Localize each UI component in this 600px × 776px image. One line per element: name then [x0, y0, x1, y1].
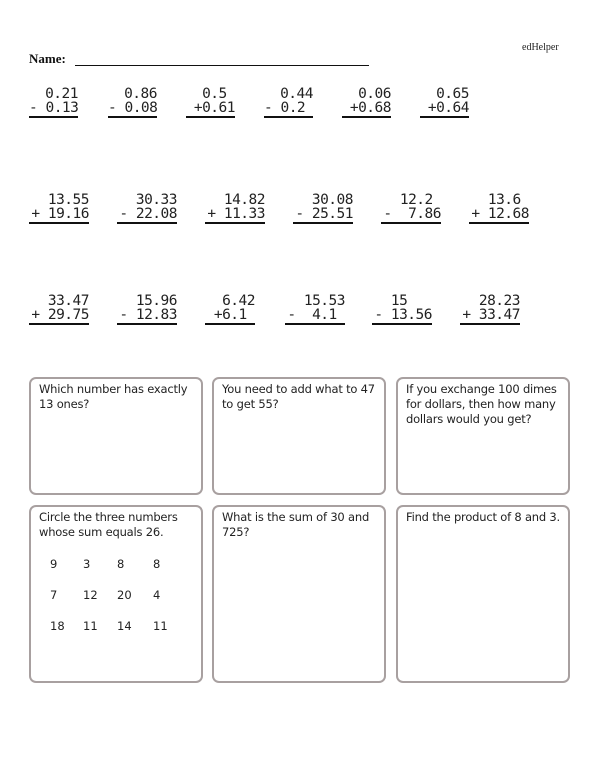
bottom-operand: + 19.16 — [31, 206, 89, 222]
arithmetic-problem — [29, 294, 89, 325]
name-row — [29, 52, 369, 66]
circle-number[interactable]: 12 — [83, 588, 98, 602]
arithmetic-problem — [117, 294, 177, 325]
circle-number[interactable]: 8 — [153, 557, 161, 571]
word-problem-question: Circle the three numbers whose sum equals 26. — [39, 510, 178, 539]
top-operand: 13.6 — [479, 192, 529, 208]
top-operand: 0.86 — [115, 86, 157, 102]
top-operand: 30.08 — [303, 192, 353, 208]
bottom-operand: - 25.51 — [295, 206, 353, 222]
bottom-operand: +0.68 — [349, 100, 391, 116]
arithmetic-problem — [342, 87, 391, 118]
word-problem-box[interactable] — [396, 505, 570, 683]
brand-label: edHelper — [522, 42, 559, 53]
word-problem-question: Find the product of 8 and 3. — [406, 510, 561, 524]
bottom-operand: + 12.68 — [471, 206, 529, 222]
word-problem-box[interactable] — [29, 377, 203, 495]
top-operand: 6.42 — [213, 293, 255, 309]
circle-number[interactable]: 7 — [50, 588, 58, 602]
answer-rule — [285, 323, 345, 325]
word-problem-box[interactable] — [29, 505, 203, 683]
answer-rule — [117, 222, 177, 224]
arithmetic-problem — [117, 193, 177, 224]
answer-rule — [29, 222, 89, 224]
word-problem-box[interactable] — [212, 505, 386, 683]
top-operand: 0.06 — [349, 86, 391, 102]
top-operand: 0.44 — [271, 86, 313, 102]
answer-rule — [29, 323, 89, 325]
answer-rule — [108, 116, 157, 118]
word-problem-question: Which number has exactly 13 ones? — [39, 382, 188, 411]
answer-rule — [205, 222, 265, 224]
circle-number[interactable]: 9 — [50, 557, 58, 571]
circle-number[interactable]: 20 — [117, 588, 132, 602]
circle-number[interactable]: 18 — [50, 619, 65, 633]
arithmetic-problem — [420, 87, 469, 118]
arithmetic-problem — [381, 193, 441, 224]
circle-number[interactable]: 8 — [117, 557, 125, 571]
circle-number[interactable]: 4 — [153, 588, 161, 602]
arithmetic-problem — [285, 294, 345, 325]
answer-rule — [381, 222, 441, 224]
top-operand: 0.21 — [36, 86, 78, 102]
bottom-operand: - 0.08 — [108, 100, 158, 116]
top-operand: 0.5 — [202, 86, 235, 102]
arithmetic-problem — [29, 193, 89, 224]
top-operand: 28.23 — [470, 293, 520, 309]
top-operand: 15.53 — [295, 293, 345, 309]
arithmetic-problem — [205, 294, 255, 325]
word-problem-question: You need to add what to 47 to get 55? — [222, 382, 375, 411]
circle-number[interactable]: 11 — [83, 619, 98, 633]
answer-rule — [293, 222, 353, 224]
word-problem-question: If you exchange 100 dimes for dollars, then how many dollars would you get? — [406, 382, 557, 426]
top-operand: 30.33 — [127, 192, 177, 208]
answer-rule — [29, 116, 78, 118]
arithmetic-problem — [293, 193, 353, 224]
bottom-operand: - 12.83 — [119, 307, 177, 323]
bottom-operand: - 22.08 — [119, 206, 177, 222]
answer-rule — [186, 116, 235, 118]
bottom-operand: - 4.1 — [287, 307, 345, 323]
bottom-operand: - 0.2 — [264, 100, 314, 116]
answer-rule — [372, 323, 432, 325]
top-operand: 15 — [382, 293, 432, 309]
top-operand: 15.96 — [127, 293, 177, 309]
answer-rule — [342, 116, 391, 118]
top-operand: 14.82 — [215, 192, 265, 208]
word-problem-box[interactable] — [212, 377, 386, 495]
bottom-operand: +0.64 — [427, 100, 469, 116]
name-label: Name: — [29, 51, 66, 66]
arithmetic-problem — [29, 87, 78, 118]
arithmetic-problem — [372, 294, 432, 325]
arithmetic-problem — [186, 87, 235, 118]
top-operand: 12.2 — [391, 192, 441, 208]
arithmetic-problem — [469, 193, 529, 224]
circle-number[interactable]: 14 — [117, 619, 132, 633]
bottom-operand: + 29.75 — [31, 307, 89, 323]
answer-rule — [420, 116, 469, 118]
name-input-line[interactable] — [75, 53, 369, 66]
bottom-operand: + 33.47 — [462, 307, 520, 323]
top-operand: 13.55 — [39, 192, 89, 208]
bottom-operand: - 7.86 — [383, 206, 441, 222]
arithmetic-problem — [108, 87, 157, 118]
answer-rule — [205, 323, 255, 325]
circle-number[interactable]: 3 — [83, 557, 91, 571]
bottom-operand: - 13.56 — [374, 307, 432, 323]
arithmetic-problem — [205, 193, 265, 224]
bottom-operand: + 11.33 — [207, 206, 265, 222]
answer-rule — [264, 116, 313, 118]
arithmetic-problem — [264, 87, 313, 118]
arithmetic-problem — [460, 294, 520, 325]
bottom-operand: - 0.13 — [29, 100, 79, 116]
bottom-operand: +0.61 — [193, 100, 235, 116]
answer-rule — [117, 323, 177, 325]
top-operand: 33.47 — [39, 293, 89, 309]
circle-number[interactable]: 11 — [153, 619, 168, 633]
top-operand: 0.65 — [427, 86, 469, 102]
answer-rule — [460, 323, 520, 325]
word-problem-question: What is the sum of 30 and 725? — [222, 510, 370, 539]
answer-rule — [469, 222, 529, 224]
bottom-operand: +6.1 — [213, 307, 255, 323]
word-problem-box[interactable] — [396, 377, 570, 495]
